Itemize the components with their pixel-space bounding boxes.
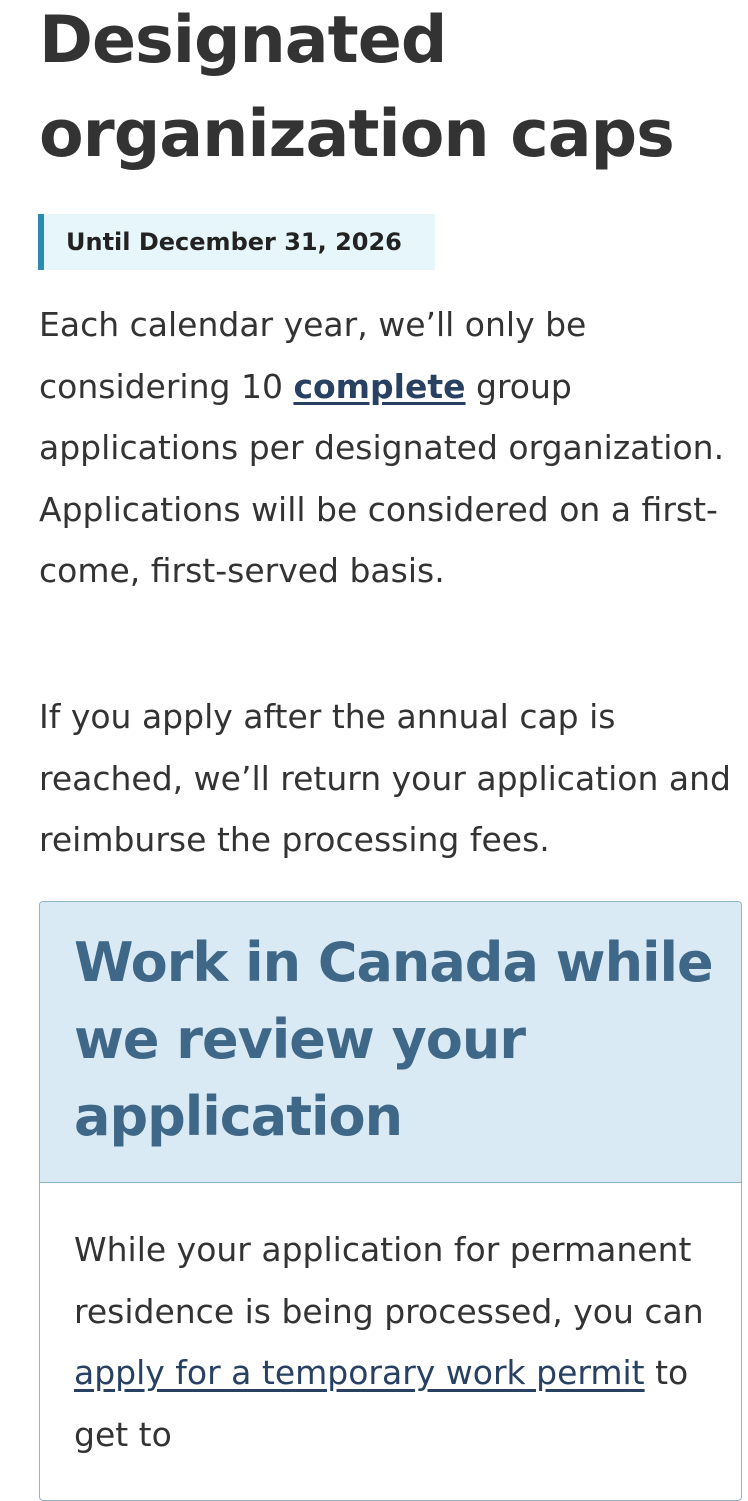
page-title-line-1: Designated	[39, 3, 447, 78]
panel-body	[40, 1183, 741, 1465]
cap-reached-paragraph: If you apply after the annual cap is reached, we’ll return your application and reimburse the processing fees.	[39, 697, 731, 859]
panel-heading	[40, 902, 741, 1183]
page-title	[39, 0, 739, 182]
complete-application-link[interactable]: complete	[293, 366, 466, 406]
date-badge-label: Until December 31, 2026	[66, 228, 402, 256]
panel-body-text-end: to get to	[74, 1353, 689, 1454]
panel-title: Work in Canada while we review your application	[74, 931, 713, 1148]
panel-body-paragraph	[74, 1219, 711, 1465]
cap-description-text-start: Each calendar year, we’ll only be considering 10	[39, 305, 587, 406]
cap-description-text-end: group applications per designated organization. Applications will be considered on a first-come, first-served basis.	[39, 366, 725, 590]
page-title-line-2: organization caps	[39, 97, 674, 172]
work-in-canada-panel	[39, 901, 742, 1501]
panel-body-text-start: While your application for permanent residence is being processed, you can	[74, 1230, 704, 1331]
cap-description-paragraph	[39, 294, 744, 602]
date-badge	[38, 214, 435, 270]
temporary-work-permit-link[interactable]: apply for a temporary work permit	[74, 1353, 645, 1392]
